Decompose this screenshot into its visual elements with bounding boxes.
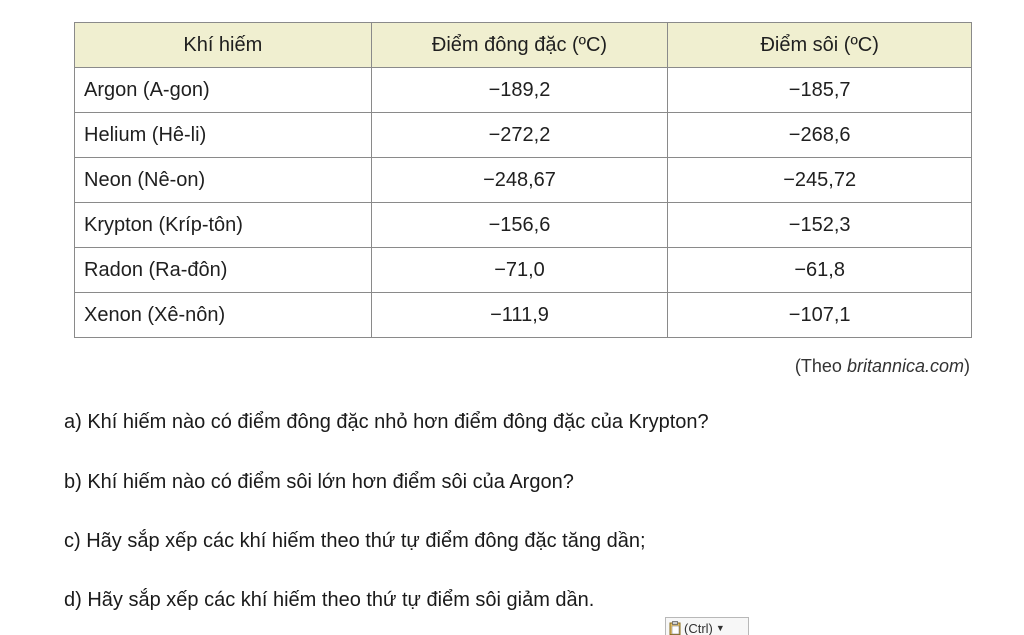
boiling-point: −268,6 <box>668 113 972 158</box>
paste-options-label: (Ctrl) <box>684 620 713 635</box>
boiling-point: −245,72 <box>668 158 972 203</box>
paste-options-button[interactable] <box>665 617 749 635</box>
header-freezing-point: Điểm đông đặc (ºC) <box>371 23 668 68</box>
source-citation <box>795 356 970 377</box>
table-row <box>75 203 972 248</box>
gas-name: Xenon (Xê-nôn) <box>75 293 372 338</box>
freezing-point: −71,0 <box>371 248 668 293</box>
question-c: c) Hãy sắp xếp các khí hiếm theo thứ tự điểm đông đặc tăng dần; <box>64 530 646 552</box>
freezing-point: −111,9 <box>371 293 668 338</box>
table-row <box>75 113 972 158</box>
boiling-point: −107,1 <box>668 293 972 338</box>
freezing-point: −189,2 <box>371 68 668 113</box>
source-prefix: (Theo <box>794 356 847 376</box>
boiling-point: −185,7 <box>668 68 972 113</box>
question-a: a) Khí hiếm nào có điểm đông đặc nhỏ hơn điểm đông đặc của Krypton? <box>64 411 709 433</box>
noble-gas-table <box>74 22 972 338</box>
gas-name: Helium (Hê-li) <box>75 113 372 158</box>
table-row <box>75 68 972 113</box>
source-site: britannica.com <box>846 356 964 376</box>
source-suffix: ) <box>964 356 970 376</box>
freezing-point: −248,67 <box>371 158 668 203</box>
gas-name: Krypton (Kríp-tôn) <box>75 203 372 248</box>
gas-name: Radon (Ra-đôn) <box>75 248 372 293</box>
header-gas: Khí hiếm <box>75 23 372 68</box>
table-row <box>75 248 972 293</box>
boiling-point: −61,8 <box>668 248 972 293</box>
dropdown-arrow-icon: ▼ <box>715 623 725 633</box>
freezing-point: −272,2 <box>371 113 668 158</box>
freezing-point: −156,6 <box>371 203 668 248</box>
table-header-row <box>75 23 972 68</box>
question-d: d) Hãy sắp xếp các khí hiếm theo thứ tự điểm sôi giảm dần. <box>64 589 595 611</box>
boiling-point: −152,3 <box>668 203 972 248</box>
table-row <box>75 158 972 203</box>
header-boiling-point: Điểm sôi (ºC) <box>668 23 972 68</box>
table-row <box>75 293 972 338</box>
gas-name: Neon (Nê-on) <box>75 158 372 203</box>
clipboard-icon <box>669 621 681 635</box>
question-b: b) Khí hiếm nào có điểm sôi lớn hơn điểm sôi của Argon? <box>64 471 574 493</box>
gas-name: Argon (A-gon) <box>75 68 372 113</box>
